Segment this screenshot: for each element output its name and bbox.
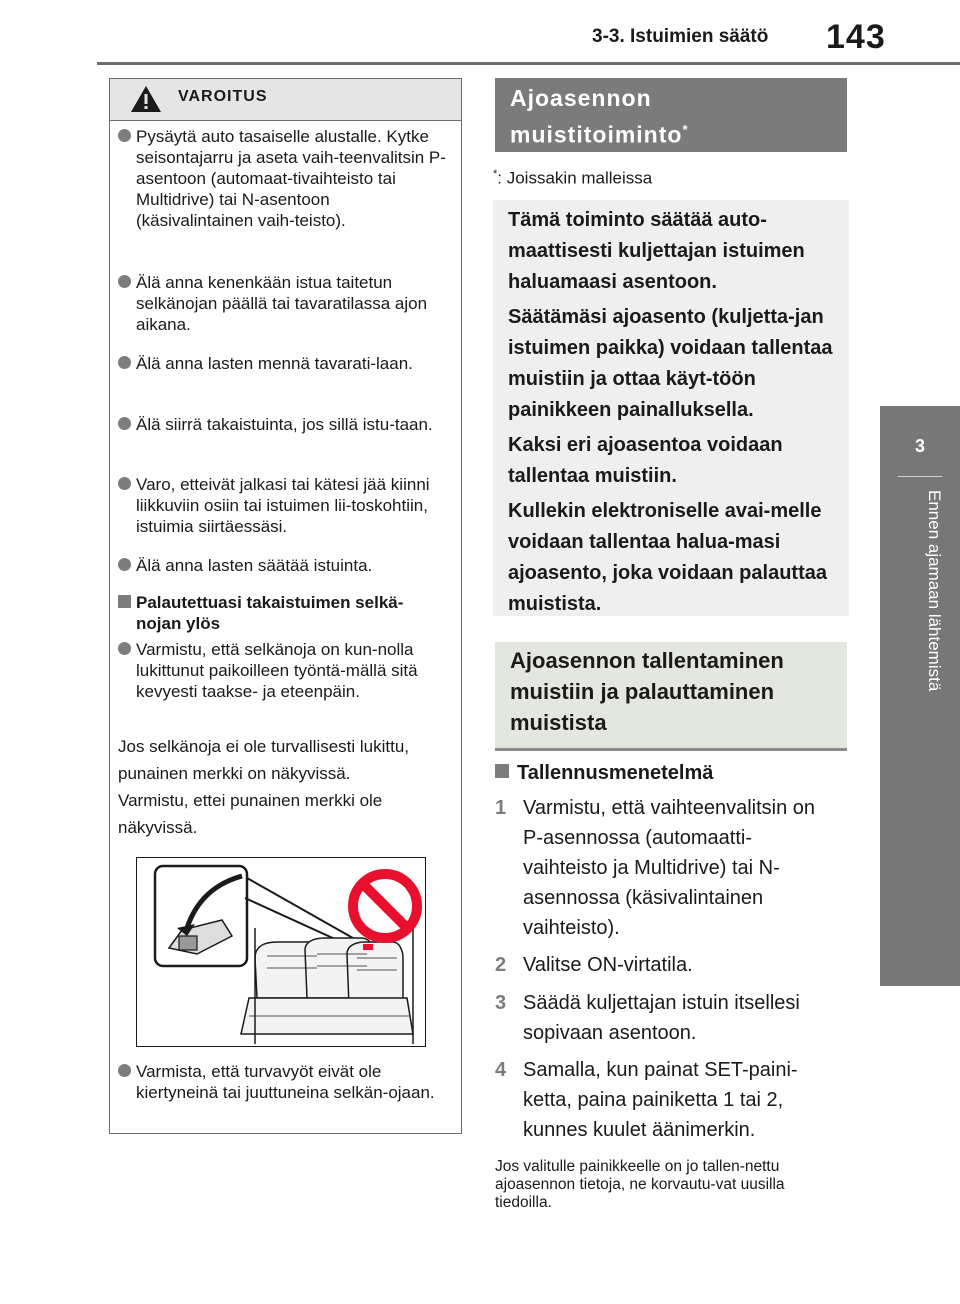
square-bullet-icon: [118, 595, 131, 608]
chapter-tab-rule: [898, 476, 942, 477]
bullet-icon: [118, 1064, 131, 1077]
warning-item: Varmistu, että selkänoja on kun-nolla lukittunut paikoilleen työntä-mällä sitä kevyesti taakse- ja eteenpäin.: [118, 639, 448, 702]
bullet-icon: [118, 642, 131, 655]
step-item: 3 Säädä kuljettajan istuin itsellesi sopivaan asentoon.: [495, 992, 800, 1044]
warning-triangle-icon: [130, 84, 162, 114]
warning-item: Älä anna lasten säätää istuinta.: [118, 555, 448, 576]
step-item: 1 Varmistu, että vaihteenvalitsin on P-asennossa (automaatti-vaihteisto ja Multidrive) tai N-asennossa (käsivalintainen vaihteisto).: [495, 797, 816, 939]
section-heading: Ajoasennon tallentaminen muistiin ja palauttaminen muistista: [510, 648, 784, 735]
warning-item: Älä anna kenenkään istua taitetun selkänojan päällä tai tavaratilassa ajon aikana.: [118, 272, 448, 335]
feature-title: Ajoasennon muistitoiminto*: [510, 85, 689, 148]
bullet-icon: [118, 275, 131, 288]
rear-seat-illustration: [137, 858, 425, 1046]
bullet-icon: [118, 356, 131, 369]
warning-subheading: Palautettuasi takaistuimen selkä-nojan ylös: [118, 592, 448, 634]
page-number: 143: [826, 18, 886, 56]
intro-text: Tämä toiminto säätää auto-maattisesti kuljettajan istuimen haluamaasi asentoon. Säätämäsi ajoasento (kuljetta-jan istuimen paikka) voidaan tallentaa muistiin ja ottaa käyt-töön painikkeen painalluksella. Kaksi eri ajoasentoa voidaan tallentaa muistiin. Kullekin elektroniselle avai-melle voidaan tallentaa halua-masi ajoasento, joka voidaan palauttaa muistista.: [508, 209, 833, 615]
step-item: 4 Samalla, kun painat SET-paini-ketta, paina painiketta 1 tai 2, kunnes kuulet äänimerkin.: [495, 1059, 798, 1141]
warning-title: VAROITUS: [178, 88, 268, 105]
header-rule: [97, 62, 960, 65]
chapter-title: Ennen ajamaan lähtemistä: [925, 490, 944, 692]
method-subheading: Tallennusmenetelmä: [495, 762, 713, 785]
step-item: 2 Valitse ON-virtatila.: [495, 954, 693, 976]
warning-item: Varmista, että turvavyöt eivät ole kiertyneinä tai juuttuneina selkän-ojaan.: [118, 1061, 448, 1103]
warning-paragraph: Jos selkänoja ei ole turvallisesti lukittu, punainen merkki on näkyvissä.: [118, 737, 410, 783]
warning-item: Älä siirrä takaistuinta, jos sillä istu-taan.: [118, 414, 448, 435]
note-text: Jos valitulle painikkeelle on jo tallen-nettu ajoasennon tietoja, ne korvautu-vat uusilla tiedoilla.: [495, 1158, 785, 1211]
footnote: *: Joissakin malleissa: [493, 168, 653, 188]
bullet-icon: [118, 558, 131, 571]
section-title: 3-3. Istuimien säätö: [592, 26, 769, 47]
warning-item: Älä anna lasten mennä tavarati-laan.: [118, 353, 448, 374]
warning-item: Varo, etteivät jalkasi tai kätesi jää kiinni liikkuviin osiin tai istuimen lii-toskohtiin, istuimia siirtäessäsi.: [118, 474, 448, 537]
warning-paragraph: Varmistu, ettei punainen merkki ole näkyvissä.: [118, 791, 383, 837]
square-bullet-icon: [495, 764, 509, 778]
chapter-number: 3: [914, 436, 925, 456]
warning-item: Pysäytä auto tasaiselle alustalle. Kytke seisontajarru ja aseta vaih-teenvalitsin P-asentoon (automaat-tivaihteisto tai Multidrive) tai N-asentoon (käsivalintainen vaih-teisto).: [118, 126, 448, 231]
bullet-icon: [118, 129, 131, 142]
bullet-icon: [118, 417, 131, 430]
bullet-icon: [118, 477, 131, 490]
